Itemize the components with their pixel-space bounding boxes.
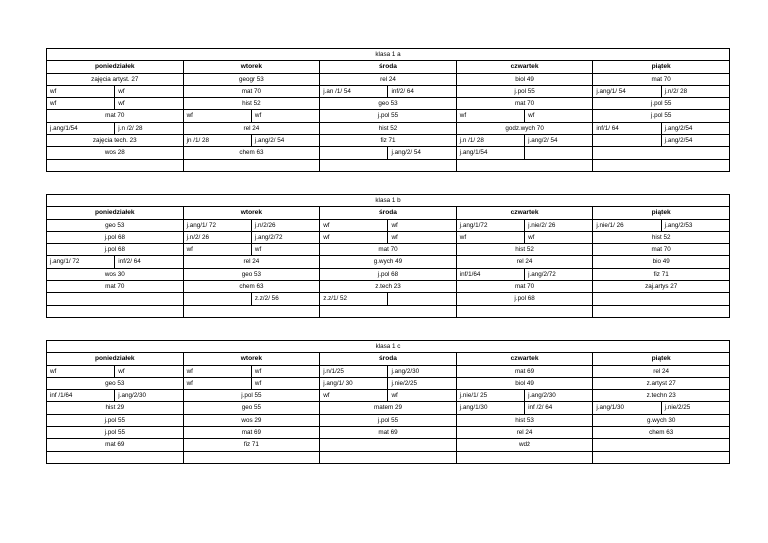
schedule-table-1a xyxy=(46,48,730,172)
lesson-cell: geo 53 xyxy=(47,219,184,231)
lesson-cell xyxy=(320,305,457,317)
lesson-cell xyxy=(388,293,456,305)
lesson-row xyxy=(47,293,730,305)
lesson-cell: wf xyxy=(525,231,593,243)
lesson-cell xyxy=(593,135,661,147)
day-header: piątek xyxy=(593,61,730,73)
day-header: poniedziałek xyxy=(47,207,184,219)
lesson-cell: j.ang/1/30 xyxy=(593,402,661,414)
lesson-cell: mat 70 xyxy=(183,85,320,97)
lesson-cell: wf xyxy=(47,98,115,110)
lesson-cell: j.n/2/ 26 xyxy=(183,231,251,243)
lesson-cell: j.ang/2/30 xyxy=(115,390,183,402)
lesson-cell: rel 24 xyxy=(456,427,593,439)
lesson-cell: z.z/1/ 52 xyxy=(320,293,388,305)
lesson-cell: j.nie/2/25 xyxy=(661,402,729,414)
lesson-cell: mat 69 xyxy=(183,427,320,439)
lesson-cell: mat 70 xyxy=(593,244,730,256)
lesson-cell: matem 29 xyxy=(320,402,457,414)
lesson-cell: zajęcia artyst. 27 xyxy=(47,73,184,85)
lesson-cell: j.ang/2/30 xyxy=(388,365,456,377)
day-header-row xyxy=(47,207,730,219)
lesson-cell: biol 49 xyxy=(456,377,593,389)
lesson-cell: geo 55 xyxy=(183,402,320,414)
lesson-cell: wf xyxy=(47,365,115,377)
lesson-cell: geo 53 xyxy=(183,268,320,280)
lesson-cell: wf xyxy=(183,377,251,389)
lesson-cell: wf xyxy=(115,85,183,97)
day-header: środa xyxy=(320,207,457,219)
lesson-cell: z.z/2/ 56 xyxy=(251,293,319,305)
day-header: piątek xyxy=(593,207,730,219)
day-header: wtorek xyxy=(183,207,320,219)
lesson-cell: wf xyxy=(47,85,115,97)
lesson-cell: j.pol 55 xyxy=(593,110,730,122)
lesson-cell: j.ang/2/54 xyxy=(661,122,729,134)
lesson-row xyxy=(47,414,730,426)
day-header: środa xyxy=(320,61,457,73)
day-header-row xyxy=(47,61,730,73)
lesson-row xyxy=(47,147,730,159)
lesson-cell: rel 24 xyxy=(320,73,457,85)
lesson-cell: wf xyxy=(183,365,251,377)
class-title: klasa 1 a xyxy=(47,49,730,61)
title-row xyxy=(47,49,730,61)
lesson-cell: hist 52 xyxy=(183,98,320,110)
lesson-cell: j.pol 68 xyxy=(47,231,184,243)
lesson-cell: godz.wych 70 xyxy=(456,122,593,134)
lesson-cell xyxy=(183,293,251,305)
lesson-cell: mat 70 xyxy=(47,110,184,122)
day-header: wtorek xyxy=(183,61,320,73)
lesson-cell: j.n /2/ 28 xyxy=(115,122,183,134)
lesson-row xyxy=(47,122,730,134)
lesson-cell: j.ang/2/ 54 xyxy=(388,147,456,159)
lesson-cell: wf xyxy=(115,98,183,110)
class-title: klasa 1 b xyxy=(47,195,730,207)
lesson-cell: j.pol 68 xyxy=(320,268,457,280)
lesson-cell: wf xyxy=(388,219,456,231)
lesson-cell: j.pol 55 xyxy=(320,110,457,122)
lesson-cell: j.pol 55 xyxy=(320,414,457,426)
lesson-cell: mat 70 xyxy=(320,244,457,256)
lesson-cell xyxy=(593,305,730,317)
lesson-cell: wf xyxy=(251,365,319,377)
title-row xyxy=(47,341,730,353)
lesson-row xyxy=(47,98,730,110)
lesson-cell xyxy=(47,305,184,317)
lesson-cell: hist 52 xyxy=(320,122,457,134)
lesson-cell: wf xyxy=(251,244,319,256)
lesson-cell: j.ang/2/53 xyxy=(661,219,729,231)
lesson-row xyxy=(47,451,730,463)
lesson-cell: inf/1/ 64 xyxy=(593,122,661,134)
lesson-cell: j.ang/2/ 54 xyxy=(251,135,319,147)
schedule-table-1b xyxy=(46,194,730,318)
lesson-cell: wos 29 xyxy=(183,414,320,426)
lesson-cell: wf xyxy=(251,377,319,389)
day-header: poniedziałek xyxy=(47,353,184,365)
lesson-cell: mat 69 xyxy=(47,439,184,451)
lesson-cell: j.n /1/ 28 xyxy=(456,135,524,147)
lesson-cell: wf xyxy=(320,219,388,231)
lesson-cell xyxy=(320,147,388,159)
lesson-row xyxy=(47,110,730,122)
lesson-cell: mat 69 xyxy=(320,427,457,439)
lesson-row xyxy=(47,427,730,439)
lesson-cell xyxy=(47,159,184,171)
lesson-cell: fiz 71 xyxy=(320,135,457,147)
lesson-cell xyxy=(593,293,730,305)
lesson-cell: j.n/2/26 xyxy=(251,219,319,231)
lesson-cell: inf/2/ 64 xyxy=(115,256,183,268)
lesson-row xyxy=(47,281,730,293)
lesson-cell: j.pol 68 xyxy=(47,244,184,256)
lesson-cell: j.nie/1/ 26 xyxy=(593,219,661,231)
day-header: piątek xyxy=(593,353,730,365)
lesson-cell: j.n/1/25 xyxy=(320,365,388,377)
lesson-cell xyxy=(456,159,593,171)
lesson-cell: wf xyxy=(456,231,524,243)
lesson-cell: wos 28 xyxy=(47,147,184,159)
lesson-cell: biol 49 xyxy=(456,73,593,85)
lesson-cell: mat 70 xyxy=(456,281,593,293)
lesson-cell xyxy=(183,305,320,317)
lesson-cell: wf xyxy=(388,231,456,243)
lesson-cell: j.ang/1/ 72 xyxy=(47,256,115,268)
lesson-cell: wf xyxy=(183,110,251,122)
lesson-cell: z.techn 23 xyxy=(593,390,730,402)
lesson-row xyxy=(47,365,730,377)
lesson-cell: j.ang/1/ 72 xyxy=(183,219,251,231)
lesson-cell: mat 70 xyxy=(456,98,593,110)
lesson-row xyxy=(47,219,730,231)
lesson-row xyxy=(47,231,730,243)
lesson-cell: wf xyxy=(251,110,319,122)
title-row xyxy=(47,195,730,207)
lesson-row xyxy=(47,244,730,256)
lesson-cell: fiz 71 xyxy=(593,268,730,280)
schedule-table-1c xyxy=(46,340,730,464)
day-header: wtorek xyxy=(183,353,320,365)
lesson-cell: inf/1/64 xyxy=(456,268,524,280)
lesson-cell: j.pol 55 xyxy=(47,414,184,426)
lesson-cell: bio 49 xyxy=(593,256,730,268)
lesson-row xyxy=(47,85,730,97)
lesson-cell xyxy=(320,439,457,451)
lesson-cell: j.pol 55 xyxy=(593,98,730,110)
lesson-cell: chem 63 xyxy=(183,281,320,293)
lesson-cell: wf xyxy=(320,390,388,402)
lesson-cell: wf xyxy=(183,244,251,256)
lesson-cell xyxy=(47,451,184,463)
lesson-cell: wf xyxy=(115,365,183,377)
lesson-cell: g.wych 30 xyxy=(593,414,730,426)
lesson-cell: rel 24 xyxy=(593,365,730,377)
lesson-cell xyxy=(320,159,457,171)
lesson-cell: j.ang/2/72 xyxy=(251,231,319,243)
lesson-cell xyxy=(525,147,593,159)
day-header: czwartek xyxy=(456,61,593,73)
lesson-cell: inf/2/ 64 xyxy=(388,85,456,97)
lesson-cell: wf xyxy=(388,390,456,402)
lesson-cell: j.ang/1/30 xyxy=(456,402,524,414)
lesson-cell xyxy=(320,451,457,463)
lesson-cell: mat 70 xyxy=(47,281,184,293)
lesson-cell: zaj.artys 27 xyxy=(593,281,730,293)
lesson-row xyxy=(47,135,730,147)
lesson-row xyxy=(47,256,730,268)
day-header: środa xyxy=(320,353,457,365)
lesson-cell: j.ang/1/72 xyxy=(456,219,524,231)
lesson-cell: jn /1/ 28 xyxy=(183,135,251,147)
lesson-cell: wf xyxy=(525,110,593,122)
lesson-cell: mat 69 xyxy=(456,365,593,377)
lesson-cell: z.artyst 27 xyxy=(593,377,730,389)
lesson-cell: geogr 53 xyxy=(183,73,320,85)
lesson-cell: j.nie/1/ 25 xyxy=(456,390,524,402)
lesson-cell xyxy=(183,159,320,171)
lesson-cell: j.an /1/ 54 xyxy=(320,85,388,97)
lesson-cell xyxy=(593,159,730,171)
lesson-row xyxy=(47,268,730,280)
lesson-cell: inf /1/64 xyxy=(47,390,115,402)
lesson-cell xyxy=(47,293,184,305)
lesson-cell: j.ang/2/54 xyxy=(661,135,729,147)
lesson-cell xyxy=(593,439,730,451)
lesson-cell: fiz 71 xyxy=(183,439,320,451)
lesson-cell: wf xyxy=(320,231,388,243)
lesson-cell: j.ang/2/72 xyxy=(525,268,593,280)
lesson-cell: g.wych 49 xyxy=(320,256,457,268)
lesson-cell: chem 63 xyxy=(183,147,320,159)
lesson-cell: j.pol 55 xyxy=(456,85,593,97)
lesson-cell: j.ang/1/54 xyxy=(47,122,115,134)
lesson-row xyxy=(47,159,730,171)
lesson-cell: j.nie/2/25 xyxy=(388,377,456,389)
lesson-cell: j.n/2/ 28 xyxy=(661,85,729,97)
day-header: poniedziałek xyxy=(47,61,184,73)
lesson-row xyxy=(47,402,730,414)
lesson-cell: j.ang/1/ 30 xyxy=(320,377,388,389)
lesson-row xyxy=(47,439,730,451)
lesson-row xyxy=(47,305,730,317)
day-header: czwartek xyxy=(456,207,593,219)
lesson-cell: j.pol 55 xyxy=(47,427,184,439)
lesson-cell: j.pol 55 xyxy=(183,390,320,402)
lesson-cell xyxy=(456,305,593,317)
lesson-cell xyxy=(593,147,730,159)
lesson-cell: z.tech 23 xyxy=(320,281,457,293)
lesson-cell: wdż xyxy=(456,439,593,451)
lesson-cell: j.ang/1/ 54 xyxy=(593,85,661,97)
lesson-cell: zajęcia tech. 23 xyxy=(47,135,184,147)
lesson-cell: j.ang/1/54 xyxy=(456,147,524,159)
day-header-row xyxy=(47,353,730,365)
lesson-cell: inf /2/ 64 xyxy=(525,402,593,414)
lesson-cell: hist 52 xyxy=(593,231,730,243)
lesson-cell: geo 53 xyxy=(47,377,184,389)
lesson-cell: chem 63 xyxy=(593,427,730,439)
lesson-cell: j.pol 68 xyxy=(456,293,593,305)
lesson-row xyxy=(47,377,730,389)
lesson-cell: hist 29 xyxy=(47,402,184,414)
lesson-cell xyxy=(593,451,730,463)
day-header: czwartek xyxy=(456,353,593,365)
lesson-cell: wf xyxy=(456,110,524,122)
lesson-cell: rel 24 xyxy=(183,256,320,268)
lesson-cell: j.ang/2/30 xyxy=(525,390,593,402)
lesson-cell: hist 52 xyxy=(456,244,593,256)
lesson-row xyxy=(47,390,730,402)
class-title: klasa 1 c xyxy=(47,341,730,353)
lesson-cell: mat 70 xyxy=(593,73,730,85)
lesson-cell: hist 53 xyxy=(456,414,593,426)
lesson-cell: j.nie/2/ 26 xyxy=(525,219,593,231)
lesson-cell: rel 24 xyxy=(456,256,593,268)
lesson-cell: rel 24 xyxy=(183,122,320,134)
lesson-cell: wos 30 xyxy=(47,268,184,280)
lesson-row xyxy=(47,73,730,85)
lesson-cell: geo 53 xyxy=(320,98,457,110)
lesson-cell: j.ang/2/ 54 xyxy=(525,135,593,147)
lesson-cell xyxy=(183,451,320,463)
lesson-cell xyxy=(456,451,593,463)
